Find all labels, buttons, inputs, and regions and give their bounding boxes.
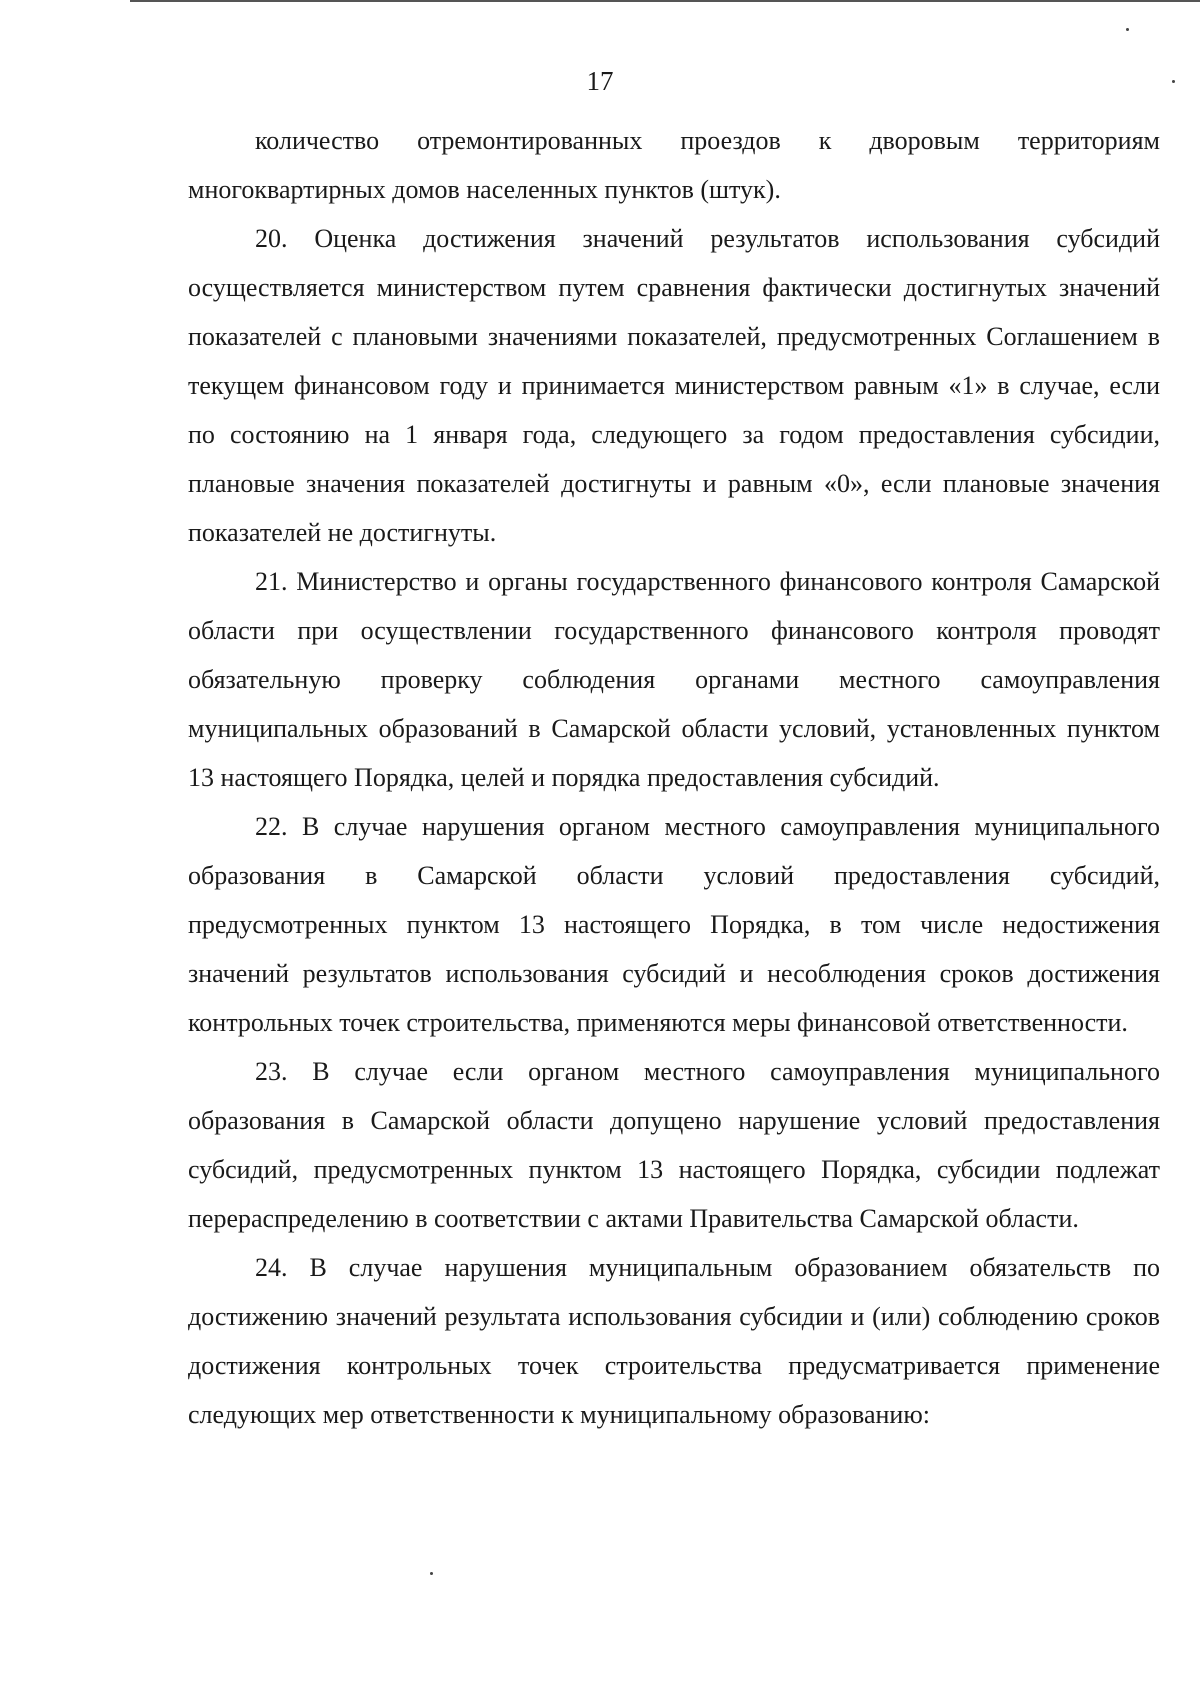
paragraph-20: 20. Оценка достижения значений результатов использования субсидий осуществляется министерством путем сравнения фактически достигнутых значений показателей с плановыми значениями показателей, предусмотренных Соглашением в текущем финансовом году и принимается министерством равным «1» в случае, если по состоянию на 1 января года, следующего за годом предоставления субсидии, плановые значения показателей достигнуты и равным «0», если плановые значения показателей не достигнуты. [188,224,1160,547]
paragraph-21: 21. Министерство и органы государственного финансового контроля Самарской области при осуществлении государственного финансового контроля проводят обязательную проверку соблюдения органами местного самоуправления муниципальных образований в Самарской области условий, установленных пунктом 13 настоящего Порядка, целей и порядка предоставления субсидий. [188,567,1160,792]
page-top-rule [130,0,1200,2]
document-body [188,116,1160,1439]
paragraph-23: 23. В случае если органом местного самоуправления муниципального образования в Самарской области допущено нарушение условий предоставления субсидий, предусмотренных пунктом 13 настоящего Порядка, субсидии подлежат перераспределению в соответствии с актами Правительства Самарской области. [188,1057,1160,1233]
scan-speck [430,1572,433,1575]
paragraph-24: 24. В случае нарушения муниципальным образованием обязательств по достижению значений результата использования субсидии и (или) соблюдению сроков достижения контрольных точек строительства предусматривается применение следующих мер ответственности к муниципальному образованию: [188,1253,1160,1429]
scan-speck [1126,28,1129,31]
paragraph-continuation: количество отремонтированных проездов к дворовым территориям многоквартирных домов населенных пунктов (штук). [188,126,1160,204]
page-number: 17 [586,66,614,96]
paragraph-22: 22. В случае нарушения органом местного самоуправления муниципального образования в Самарской области условий предоставления субсидий, предусмотренных пунктом 13 настоящего Порядка, в том числе недостижения значений результатов использования субсидий и несоблюдения сроков достижения контрольных точек строительства, применяются меры финансовой ответственности. [188,812,1160,1037]
